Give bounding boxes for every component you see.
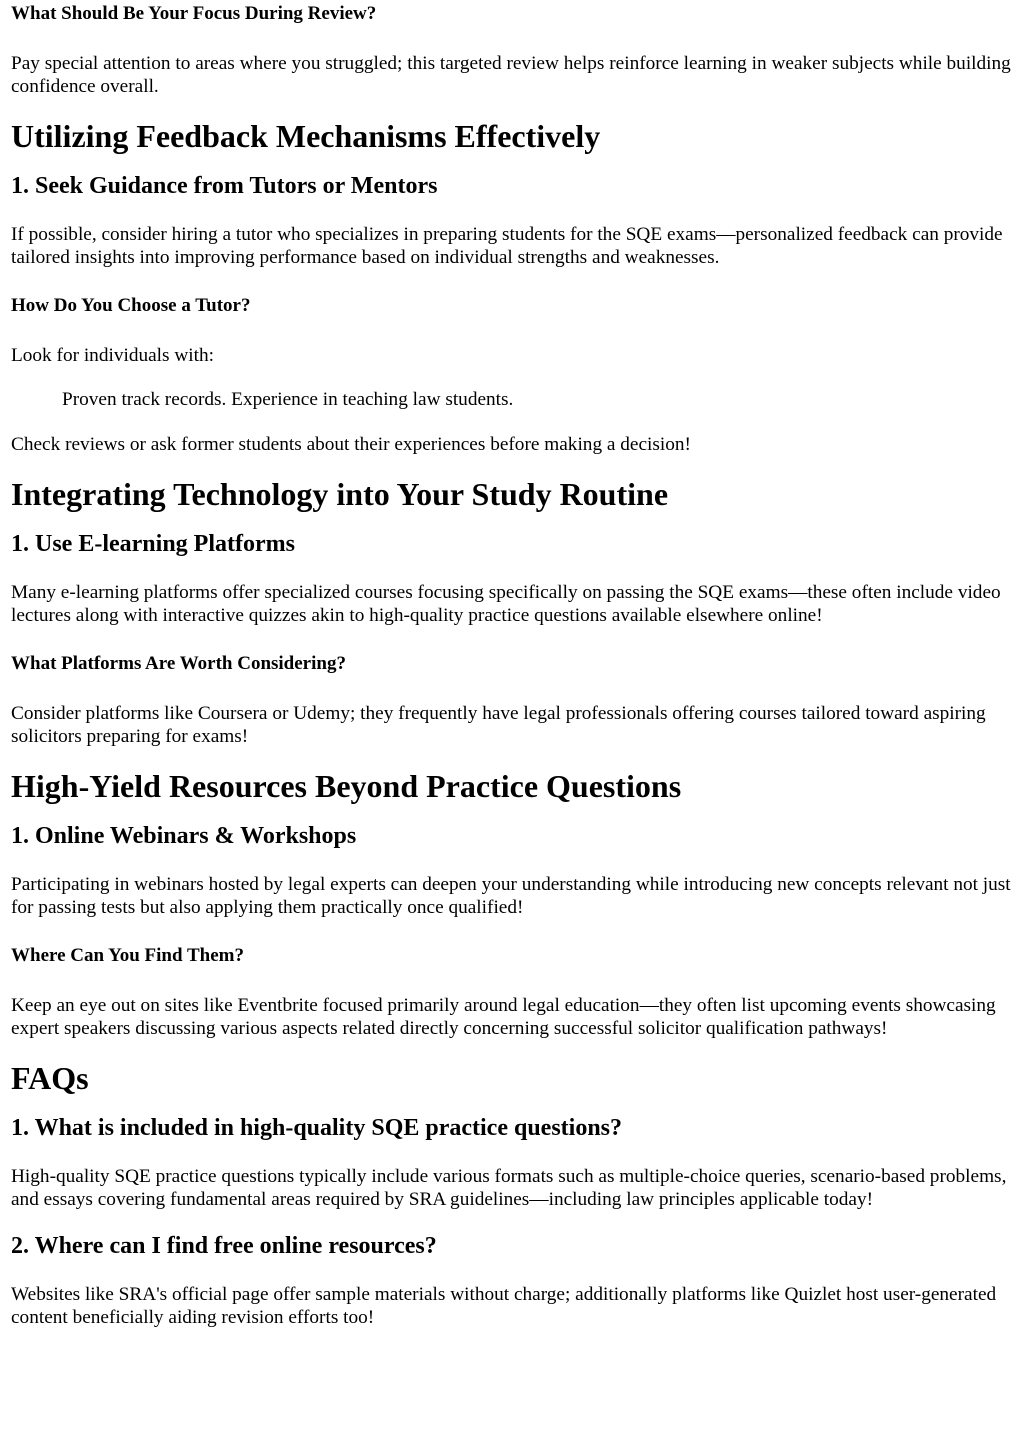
heading-faqs: FAQs bbox=[11, 1060, 89, 1096]
paragraph-review-focus: Pay special attention to areas where you struggled; this targeted review helps reinforce learning in weaker subjects while building confidence overall. bbox=[11, 53, 1011, 97]
heading-review-focus: What Should Be Your Focus During Review? bbox=[11, 3, 377, 24]
heading-choose-tutor: How Do You Choose a Tutor? bbox=[11, 295, 251, 316]
heading-where-find: Where Can You Find Them? bbox=[11, 945, 244, 966]
paragraph-where-find: Keep an eye out on sites like Eventbrite focused primarily around legal education—they often list upcoming events showcasing expert speakers discussing various aspects related directly concerning successful solicitor qualification pathways! bbox=[11, 995, 996, 1039]
heading-seek-guidance: 1. Seek Guidance from Tutors or Mentors bbox=[11, 173, 438, 199]
paragraph-online-webinars: Participating in webinars hosted by legal experts can deepen your understanding while introducing new concepts relevant not just for passing tests but also applying them practically once qualified! bbox=[11, 874, 1011, 918]
paragraph-seek-guidance: If possible, consider hiring a tutor who specializes in preparing students for the SQE exams—personalized feedback can provide tailored insights into improving performance based on individual strengths and weaknesses. bbox=[11, 224, 1003, 268]
heading-elearning-platforms: 1. Use E-learning Platforms bbox=[11, 531, 295, 557]
heading-feedback-mechanisms: Utilizing Feedback Mechanisms Effectively bbox=[11, 118, 601, 154]
list-item: Proven track records. Experience in teaching law students. bbox=[62, 389, 514, 410]
paragraph-platforms-worth: Consider platforms like Coursera or Udemy; they frequently have legal professionals offering courses tailored toward aspiring solicitors preparing for exams! bbox=[11, 703, 986, 747]
faq-question-2: 2. Where can I find free online resources? bbox=[11, 1233, 437, 1259]
faq-answer-2: Websites like SRA's official page offer sample materials without charge; additionally platforms like Quizlet host user-generated content beneficially aiding revision efforts too! bbox=[11, 1284, 997, 1328]
article-body bbox=[11, 2, 1018, 1329]
faq-answer-1: High-quality SQE practice questions typically include various formats such as multiple-choice queries, scenario-based problems, and essays covering fundamental areas required by SRA guidelines—including law principles applicable today! bbox=[11, 1166, 1007, 1210]
paragraph-look-for: Look for individuals with: bbox=[11, 345, 214, 366]
tutor-qualities-list bbox=[11, 388, 1018, 411]
paragraph-check-reviews: Check reviews or ask former students about their experiences before making a decision! bbox=[11, 434, 691, 455]
heading-high-yield-resources: High-Yield Resources Beyond Practice Questions bbox=[11, 768, 682, 804]
paragraph-elearning-platforms: Many e-learning platforms offer specialized courses focusing specifically on passing the SQE exams—these often include video lectures along with interactive quizzes akin to high-quality practice questions available elsewhere online! bbox=[11, 582, 1001, 626]
heading-integrating-technology: Integrating Technology into Your Study Routine bbox=[11, 476, 669, 512]
heading-platforms-worth: What Platforms Are Worth Considering? bbox=[11, 653, 346, 674]
heading-online-webinars: 1. Online Webinars & Workshops bbox=[11, 823, 357, 849]
faq-question-1: 1. What is included in high-quality SQE practice questions? bbox=[11, 1115, 623, 1141]
